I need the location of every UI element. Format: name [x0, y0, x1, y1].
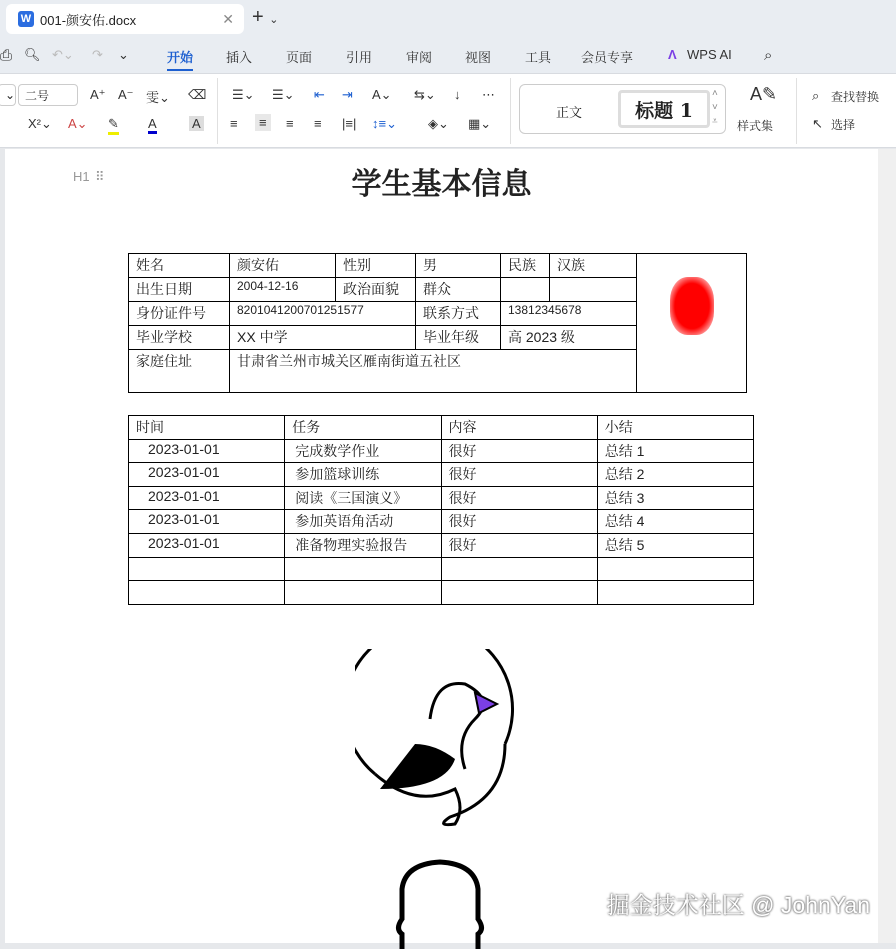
task-table — [128, 415, 754, 605]
table-row — [129, 254, 747, 278]
pinyin-icon[interactable]: 雯⌄ — [146, 90, 170, 105]
table-cell — [129, 581, 285, 605]
student-info-table — [128, 253, 747, 393]
table-row — [129, 533, 754, 557]
increase-indent-icon[interactable]: ⇥ — [342, 87, 353, 102]
divider — [217, 78, 218, 144]
value-cell: XX 中学 — [230, 326, 416, 350]
new-tab-button[interactable]: + ⌄ — [252, 6, 279, 28]
divider — [510, 78, 511, 144]
tab-view[interactable]: 视图 — [465, 50, 492, 65]
table-cell: 完成数学作业 — [285, 439, 441, 463]
table-cell: 参加英语角活动 — [285, 510, 441, 534]
select-button[interactable]: 选择 — [831, 118, 856, 132]
tab-tools[interactable]: 工具 — [525, 50, 552, 65]
table-cell: 2023-01-01 — [129, 463, 285, 487]
empty-cell — [550, 278, 637, 302]
table-cell: 总结 2 — [597, 463, 753, 487]
table-cell: 2023-01-01 — [129, 533, 285, 557]
table-row — [129, 581, 754, 605]
show-marks-icon[interactable]: ⋯ — [482, 87, 495, 102]
table-row — [129, 510, 754, 534]
table-cell: 2023-01-01 — [129, 439, 285, 463]
print-icon[interactable]: ⎙ — [0, 47, 13, 64]
value-cell: 8201041200701251577 — [230, 302, 416, 326]
table-cell: 很好 — [441, 463, 597, 487]
heading-level-marker[interactable]: H1 — [73, 169, 90, 184]
grow-font-icon[interactable]: A⁺ — [90, 87, 106, 102]
document-title: 学生基本信息 — [351, 167, 532, 202]
tab-member[interactable]: 会员专享 — [581, 50, 634, 65]
highlight-icon[interactable]: ✎ — [108, 116, 119, 135]
align-left-icon[interactable]: ≡ — [230, 116, 238, 131]
line-spacing-icon[interactable]: ↕≡⌄ — [372, 116, 397, 131]
table-cell: 2023-01-01 — [129, 510, 285, 534]
vertical-scrollbar[interactable] — [878, 149, 896, 943]
puffin-logo — [355, 649, 535, 829]
table-header-row — [129, 416, 754, 440]
empty-cell — [501, 278, 550, 302]
menu-bar — [0, 38, 896, 74]
table-cell — [597, 581, 753, 605]
label-cell: 家庭住址 — [129, 350, 230, 393]
label-cell: 毕业年级 — [416, 326, 501, 350]
style-normal[interactable]: 正文 — [556, 105, 583, 120]
tab-home[interactable]: 开始 — [167, 47, 193, 71]
header-cell: 时间 — [129, 416, 285, 440]
style-gallery — [519, 84, 726, 134]
value-cell: 男 — [416, 254, 501, 278]
cursor-icon: ↖ — [812, 116, 823, 131]
table-cell: 总结 1 — [597, 439, 753, 463]
table-cell — [129, 557, 285, 581]
watermark: 掘金技术社区 @ JohnYan — [606, 892, 870, 918]
align-right-icon[interactable]: ≡ — [286, 116, 294, 131]
table-cell: 总结 5 — [597, 533, 753, 557]
label-cell: 姓名 — [129, 254, 230, 278]
label-cell: 身份证件号 — [129, 302, 230, 326]
sort-icon[interactable]: ↓ — [454, 87, 461, 102]
value-cell: 汉族 — [550, 254, 637, 278]
tab-review[interactable]: 审阅 — [406, 50, 433, 65]
label-cell: 政治面貌 — [336, 278, 416, 302]
table-cell: 2023-01-01 — [129, 486, 285, 510]
font-size-value: 二号 — [25, 88, 50, 103]
table-row — [129, 439, 754, 463]
value-cell: 甘肃省兰州市城关区雁南街道五社区 — [230, 350, 637, 393]
photo-cell — [637, 254, 747, 393]
table-cell — [441, 581, 597, 605]
table-cell: 总结 4 — [597, 510, 753, 534]
divider — [796, 78, 797, 144]
table-cell — [285, 581, 441, 605]
eraser-icon[interactable]: ⌫ — [188, 87, 207, 102]
wps-ai-logo-icon: Λ — [668, 47, 677, 62]
find-icon: ⌕ — [812, 88, 820, 103]
redo-icon[interactable]: ↷ — [92, 47, 103, 62]
value-cell: 群众 — [416, 278, 501, 302]
shading-icon[interactable]: ◈⌄ — [428, 116, 449, 131]
table-row — [129, 463, 754, 487]
font-name-select[interactable]: ⌄ — [0, 84, 16, 106]
table-cell: 很好 — [441, 439, 597, 463]
document-tab[interactable] — [6, 4, 244, 34]
document-tab-title: 001-颜安佑.docx — [40, 12, 137, 28]
text-direction-icon[interactable]: ⇆⌄ — [414, 87, 436, 102]
header-cell: 内容 — [441, 416, 597, 440]
decrease-indent-icon[interactable]: ⇤ — [314, 87, 325, 102]
search-icon[interactable]: ⌕ — [764, 47, 773, 64]
table-cell: 很好 — [441, 533, 597, 557]
undo-icon[interactable]: ↶⌄ — [52, 47, 74, 62]
wps-writer-icon: W — [18, 11, 34, 27]
drag-handle-icon[interactable]: ⠿ — [95, 169, 105, 184]
value-cell: 颜安佑 — [230, 254, 336, 278]
table-cell: 阅读《三国演义》 — [285, 486, 441, 510]
header-cell: 任务 — [285, 416, 441, 440]
table-cell: 参加篮球训练 — [285, 463, 441, 487]
table-cell: 很好 — [441, 486, 597, 510]
table-row — [129, 486, 754, 510]
table-cell — [441, 557, 597, 581]
font-size-select[interactable] — [18, 84, 78, 106]
header-cell: 小结 — [597, 416, 753, 440]
table-cell: 准备物理实验报告 — [285, 533, 441, 557]
table-cell — [597, 557, 753, 581]
label-cell: 毕业学校 — [129, 326, 230, 350]
table-cell — [285, 557, 441, 581]
font-color-icon[interactable]: A — [148, 116, 157, 134]
label-cell: 性别 — [336, 254, 416, 278]
ribbon-toolbar — [0, 74, 896, 148]
char-shading-icon[interactable]: A — [189, 116, 204, 131]
tab-bar — [0, 0, 896, 38]
table-row — [129, 557, 754, 581]
table-cell: 总结 3 — [597, 486, 753, 510]
tab-page[interactable]: 页面 — [286, 50, 313, 65]
justify-icon[interactable]: ≡ — [314, 116, 322, 131]
document-page[interactable] — [5, 149, 878, 943]
close-icon[interactable]: ✕ — [222, 10, 234, 27]
style-set-button[interactable]: 样式集 — [737, 119, 774, 133]
find-replace-button[interactable]: 查找替换 — [831, 90, 880, 104]
more-chevron-icon[interactable]: ⌄ — [118, 47, 129, 62]
value-cell: 高 2023 级 — [501, 326, 637, 350]
tab-references[interactable]: 引用 — [346, 50, 373, 65]
bullet-list-icon[interactable]: ☰⌄ — [232, 87, 255, 102]
table-cell: 很好 — [441, 510, 597, 534]
gallery-scroll-icon[interactable]: ˄ ˅ ⩡ — [712, 88, 718, 127]
superscript-icon[interactable]: X²⌄ — [28, 116, 52, 131]
char-spacing-icon[interactable]: A⌄ — [372, 87, 392, 102]
avatar-outline — [390, 859, 490, 949]
label-cell: 出生日期 — [129, 278, 230, 302]
label-cell: 联系方式 — [416, 302, 501, 326]
distribute-icon[interactable]: |≡| — [342, 116, 357, 131]
value-cell: 2004-12-16 — [230, 278, 336, 302]
text-effect-icon[interactable]: A⌄ — [68, 116, 88, 131]
style-set-icon: A✎ — [750, 84, 778, 104]
print-preview-icon[interactable]: 🔍︎ — [24, 47, 41, 62]
align-center-icon[interactable]: ≡ — [255, 114, 271, 131]
shrink-font-icon[interactable]: A⁻ — [118, 87, 134, 102]
border-icon[interactable]: ▦⌄ — [468, 116, 492, 131]
tab-wps-ai[interactable]: WPS AI — [687, 47, 732, 62]
numbered-list-icon[interactable]: ☰⌄ — [272, 87, 295, 102]
student-photo — [670, 277, 714, 335]
label-cell: 民族 — [501, 254, 550, 278]
value-cell: 13812345678 — [501, 302, 637, 326]
style-heading-1[interactable]: 标题 1 — [618, 90, 710, 128]
tab-insert[interactable]: 插入 — [226, 50, 253, 65]
